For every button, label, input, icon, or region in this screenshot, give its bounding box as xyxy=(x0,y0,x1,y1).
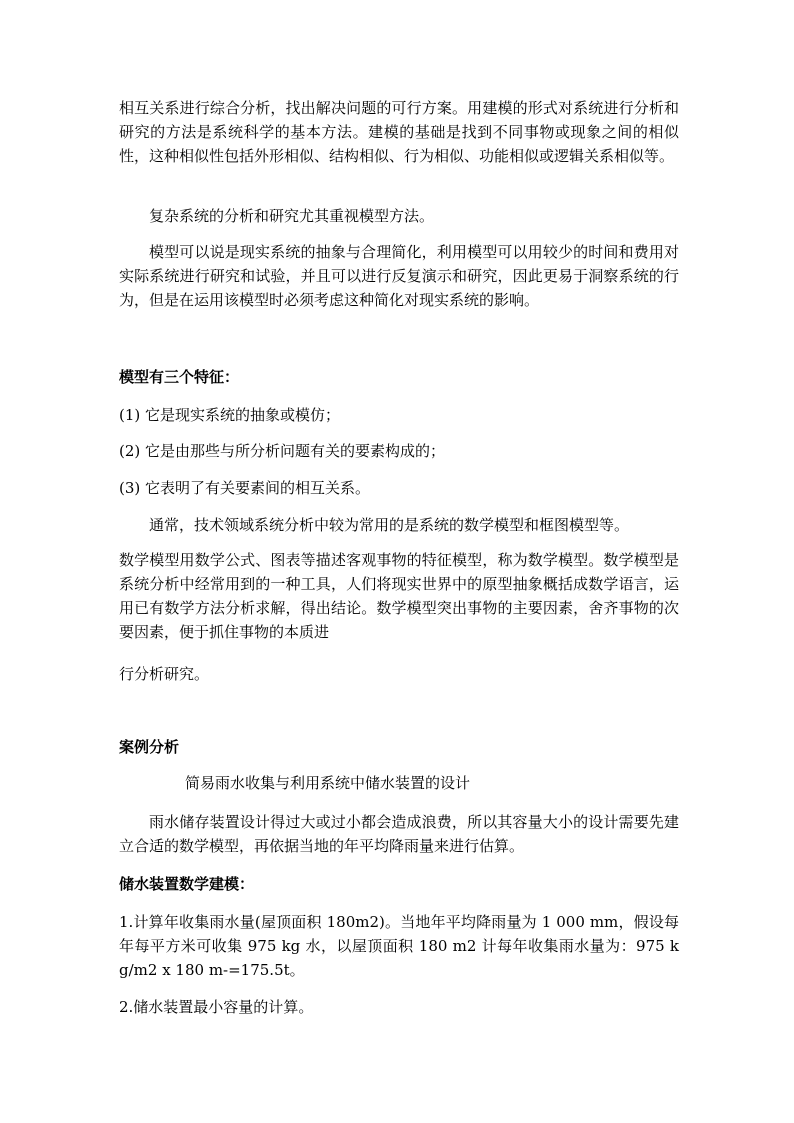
paragraph-step-2: 2.储水装置最小容量的计算。 xyxy=(119,998,314,1016)
paragraph-storage-design: 雨水储存装置设计得过大或过小都会造成浪费，所以其容量大小的设计需要先建立合适的数学模型，再依据当地的年平均降雨量来进行估算。 xyxy=(119,813,679,855)
paragraph-analysis-continued: 行分析研究。 xyxy=(119,665,210,683)
list-item-feature-2: (2) 它是由那些与所分析问题有关的要素构成的； xyxy=(119,442,446,460)
heading-storage-modeling: 储水装置数学建模： xyxy=(119,875,255,893)
list-item-feature-3: (3) 它表明了有关要素间的相互关系。 xyxy=(119,479,371,497)
case-title: 简易雨水收集与利用系统中储水装置的设计 xyxy=(185,774,471,792)
heading-case-analysis: 案例分析 xyxy=(119,738,180,756)
paragraph-common-models: 通常，技术领域系统分析中较为常用的是系统的数学模型和框图模型等。 xyxy=(149,516,630,534)
paragraph-system-analysis: 相互关系进行综合分析，找出解决问题的可行方案。用建模的形式对系统进行分析和研究的方法是系统科学的基本方法。建模的基础是找到不同事物或现象之间的相似性，这种相似性包括外形相似、结构相似、行为相似、功能相似或逻辑关系相似等。 xyxy=(119,99,679,165)
list-item-feature-1: (1) 它是现实系统的抽象或模仿； xyxy=(119,406,341,424)
paragraph-complex-systems: 复杂系统的分析和研究尤其重视模型方法。 xyxy=(149,207,435,225)
paragraph-math-model: 数学模型用数学公式、图表等描述客观事物的特征模型，称为数学模型。数学模型是系统分析中经常用到的一种工具，人们将现实世界中的原型抽象概括成数学语言，运用已有数学方法分析求解，得出结论。数学模型突出事物的主要因素，舍齐事物的次要因素，便于抓住事物的本质进 xyxy=(119,551,679,641)
paragraph-model-definition: 模型可以说是现实系统的抽象与合理简化，利用模型可以用较少的时间和费用对实际系统进行研究和试验，并且可以进行反复演示和研究，因此更易于洞察系统的行为，但是在运用该模型时必须考虑这种简化对现实系统的影响。 xyxy=(119,243,679,309)
heading-model-features: 模型有三个特征： xyxy=(119,368,240,386)
paragraph-step-1: 1.计算年收集雨水量(屋顶面积 180m2)。当地年平均降雨量为 1 000 mm，假设每年每平方米可收集 975 kg 水，以屋顶面积 180 m2 计每年收集雨水量为：975 kg/m2 x 180 m-=175.5t。 xyxy=(119,913,679,979)
